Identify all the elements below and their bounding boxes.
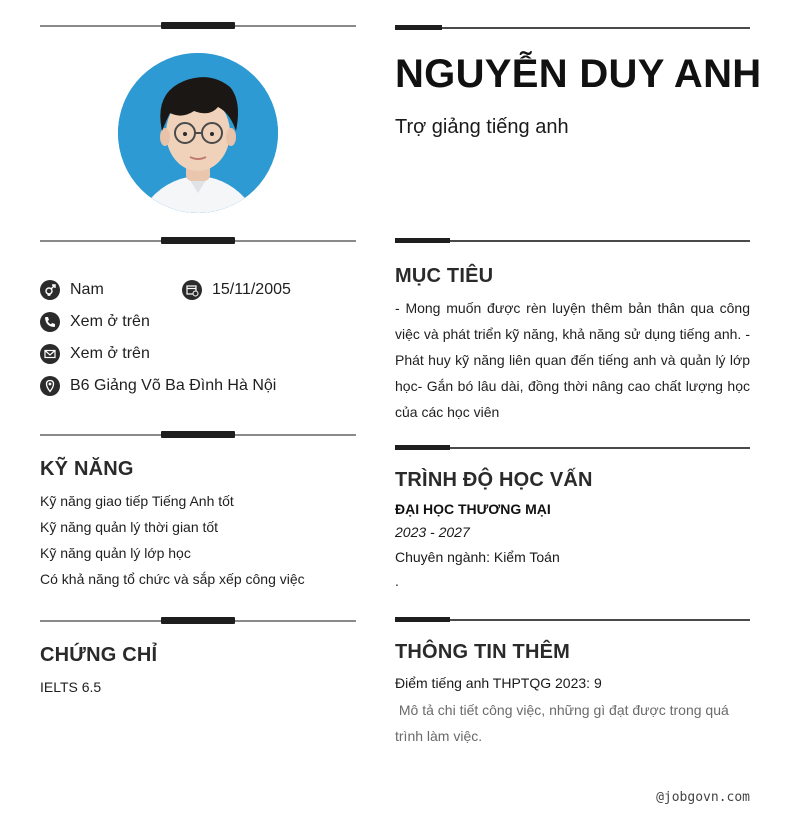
gender-icon — [40, 280, 60, 300]
contact-phone — [40, 311, 150, 333]
email-value: Xem ở trên — [70, 345, 150, 362]
education-heading: TRÌNH ĐỘ HỌC VẤN — [395, 469, 593, 491]
extra-info-line: Điểm tiếng anh THPTQG 2023: 9 — [395, 675, 602, 691]
phone-value: Xem ở trên — [70, 313, 150, 330]
divider — [40, 431, 356, 439]
skill-item: Có khả năng tổ chức và sắp xếp công việc — [40, 571, 305, 587]
education-years: 2023 - 2027 — [395, 524, 470, 540]
avatar — [118, 53, 278, 213]
contact-birthdate — [182, 279, 291, 301]
location-icon — [40, 376, 60, 396]
divider — [395, 25, 750, 31]
divider — [40, 617, 356, 625]
certificate-item: IELTS 6.5 — [40, 679, 102, 695]
email-icon — [40, 344, 60, 364]
phone-icon — [40, 312, 60, 332]
skills-heading: KỸ NĂNG — [40, 458, 134, 480]
objective-heading: MỤC TIÊU — [395, 265, 494, 287]
divider — [395, 445, 750, 451]
divider — [395, 238, 750, 244]
portrait-photo — [118, 53, 278, 213]
divider — [40, 22, 356, 30]
watermark: @jobgovn.com — [656, 790, 750, 805]
job-title: Trợ giảng tiếng anh — [395, 116, 569, 138]
contact-address — [40, 375, 276, 397]
calendar-icon — [182, 280, 202, 300]
objective-text: - Mong muốn được rèn luyện thêm bản thân qua công việc và phát triển kỹ năng, khả năng sử dụng tiếng anh. - Phát huy kỹ năng liên quan đến tiếng anh và quản lý lớp học- Gắn bó lâu dài, đồng thời nâng cao chất lượng học của các học viên — [395, 300, 750, 420]
contact-email — [40, 343, 150, 365]
full-name: NGUYỄN DUY ANH — [395, 52, 762, 96]
skill-item: Kỹ năng quản lý thời gian tốt — [40, 519, 219, 535]
skill-item: Kỹ năng quản lý lớp học — [40, 545, 191, 561]
gender-value: Nam — [70, 281, 104, 298]
skills-list — [40, 488, 305, 592]
extra-info-heading: THÔNG TIN THÊM — [395, 641, 571, 663]
divider — [40, 237, 356, 245]
education-major: Chuyên ngành: Kiểm Toán — [395, 549, 560, 565]
education-note: . — [395, 573, 399, 589]
birthdate-value: 15/11/2005 — [212, 281, 291, 298]
extra-info-description: Mô tả chi tiết công việc, những gì đạt được trong quá trình làm việc. — [395, 702, 733, 744]
contact-gender — [40, 279, 104, 301]
divider — [395, 617, 750, 623]
education-school: ĐẠI HỌC THƯƠNG MẠI — [395, 501, 551, 517]
skill-item: Kỹ năng giao tiếp Tiếng Anh tốt — [40, 493, 234, 509]
certificates-heading: CHỨNG CHỈ — [40, 644, 158, 666]
address-value: B6 Giảng Võ Ba Đình Hà Nội — [70, 377, 277, 394]
